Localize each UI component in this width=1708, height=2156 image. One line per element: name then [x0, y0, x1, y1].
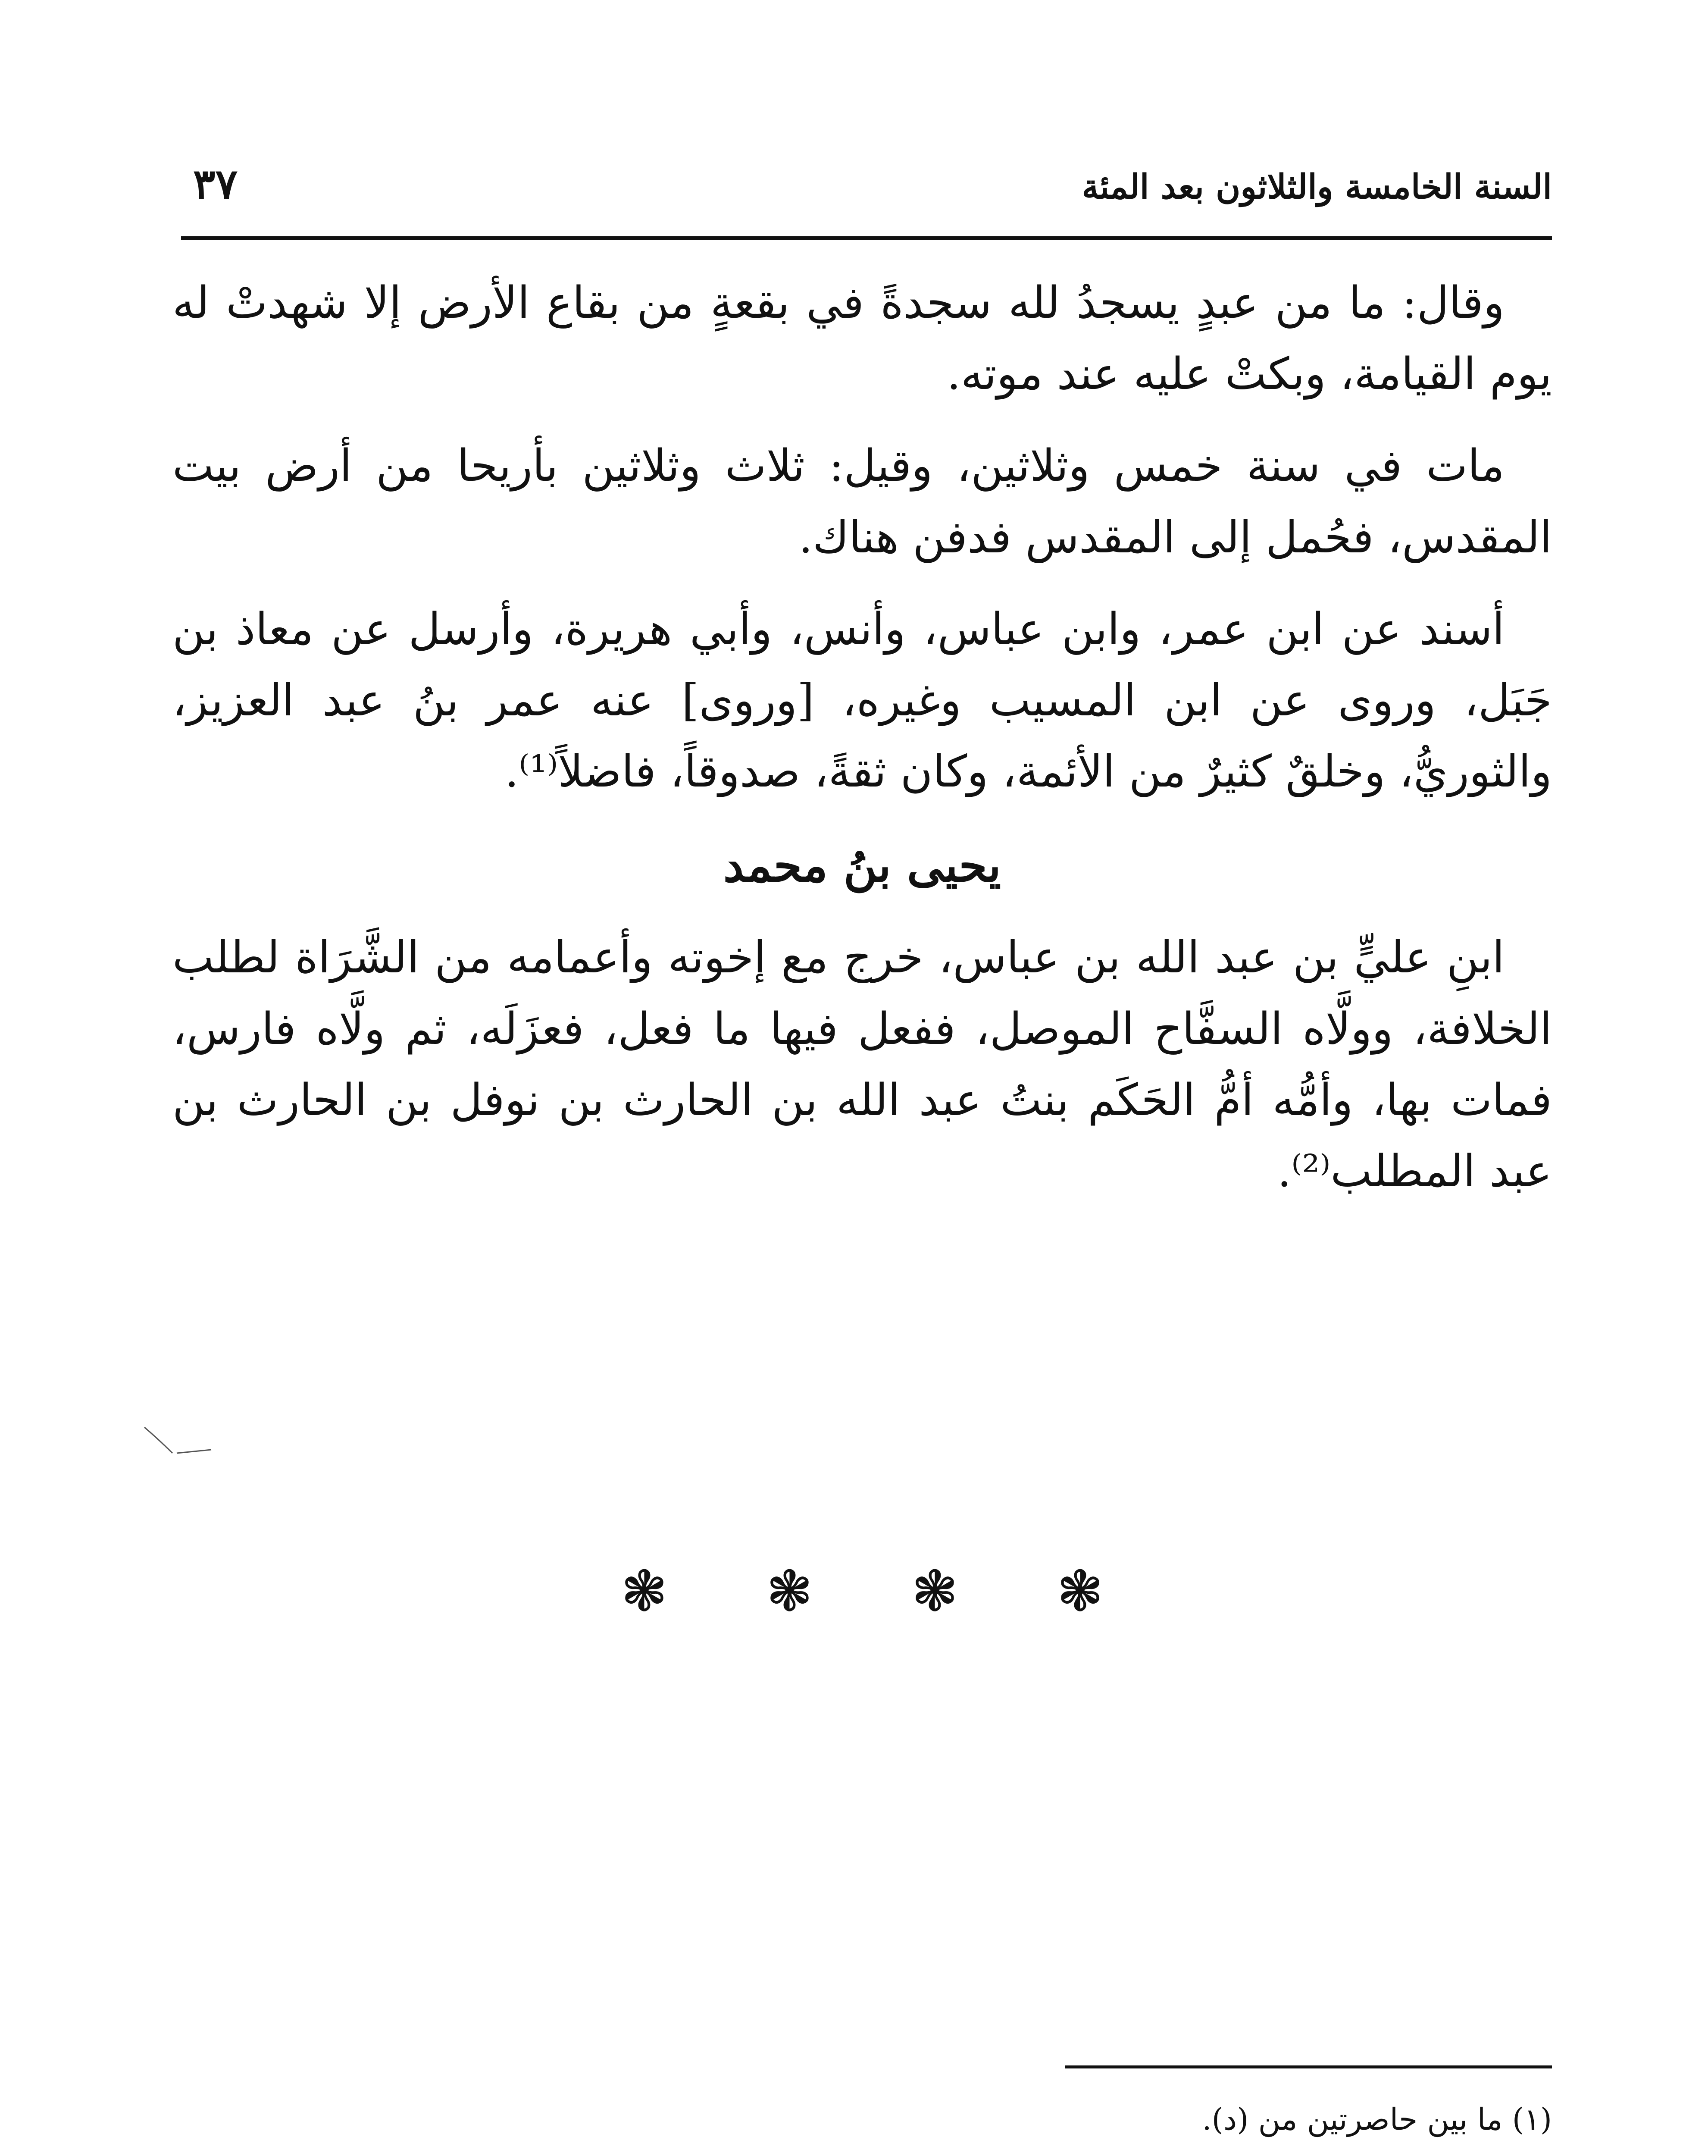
ornament-star-icon: ❃: [766, 1558, 813, 1624]
main-text: [172, 267, 1552, 1228]
ornament-star-icon: ❃: [911, 1558, 958, 1624]
chapter-title: السنة الخامسة والثلاثون بعد المئة: [1082, 167, 1552, 207]
page-number: ٣٧: [193, 160, 238, 208]
ornament-star-icon: ❃: [621, 1558, 668, 1624]
footnote-divider: [1065, 2065, 1552, 2068]
footnotes: [172, 2096, 1552, 2156]
paragraph: ابنِ عليٍّ بن عبد الله بن عباس، خرج مع إخوته وأعمامه من الشَّرَاة لطلب الخلافة، وولَّاه السفَّاح الموصل، ففعل فيها ما فعل، فعزَلَه، ثم ولَّاه فارس، فمات بها، وأمُّه أمُّ الحَكَم بنتُ عبد الله بن الحارث بن نوفل بن الحارث بن عبد المطلب⁽²⁾.: [172, 932, 1552, 1197]
paragraph: مات في سنة خمس وثلاثين، وقيل: ثلاث وثلاثين بأريحا من أرض بيت المقدس، فحُمل إلى المقدس فدفن هناك.: [172, 440, 1552, 563]
header-divider: [181, 236, 1552, 240]
ornament-star-icon: ❃: [1057, 1558, 1104, 1624]
section-separator: [621, 1558, 1104, 1624]
running-header: [181, 155, 1552, 224]
paragraph: وقال: ما من عبدٍ يسجدُ لله سجدةً في بقعةٍ من بقاع الأرض إلا شهدتْ له يوم القيامة، وبكتْ عليه عند موته.: [172, 277, 1552, 400]
scan-mark: [142, 1423, 220, 1457]
footnote: (١) ما بين حاصرتين من (د).: [1202, 2102, 1552, 2137]
paragraph: أسند عن ابن عمر، وابن عباس، وأنس، وأبي هريرة، وأرسل عن معاذ بن جَبَل، وروى عن ابن المسيب وغيره، [وروى] عنه عمر بنُ عبد العزيز، والثوريُّ، وخلقٌ كثيرٌ من الأئمة، وكان ثقةً، صدوقاً، فاضلاً⁽¹⁾.: [172, 603, 1552, 798]
biography-heading: يحيى بنُ محمد: [723, 838, 1001, 892]
